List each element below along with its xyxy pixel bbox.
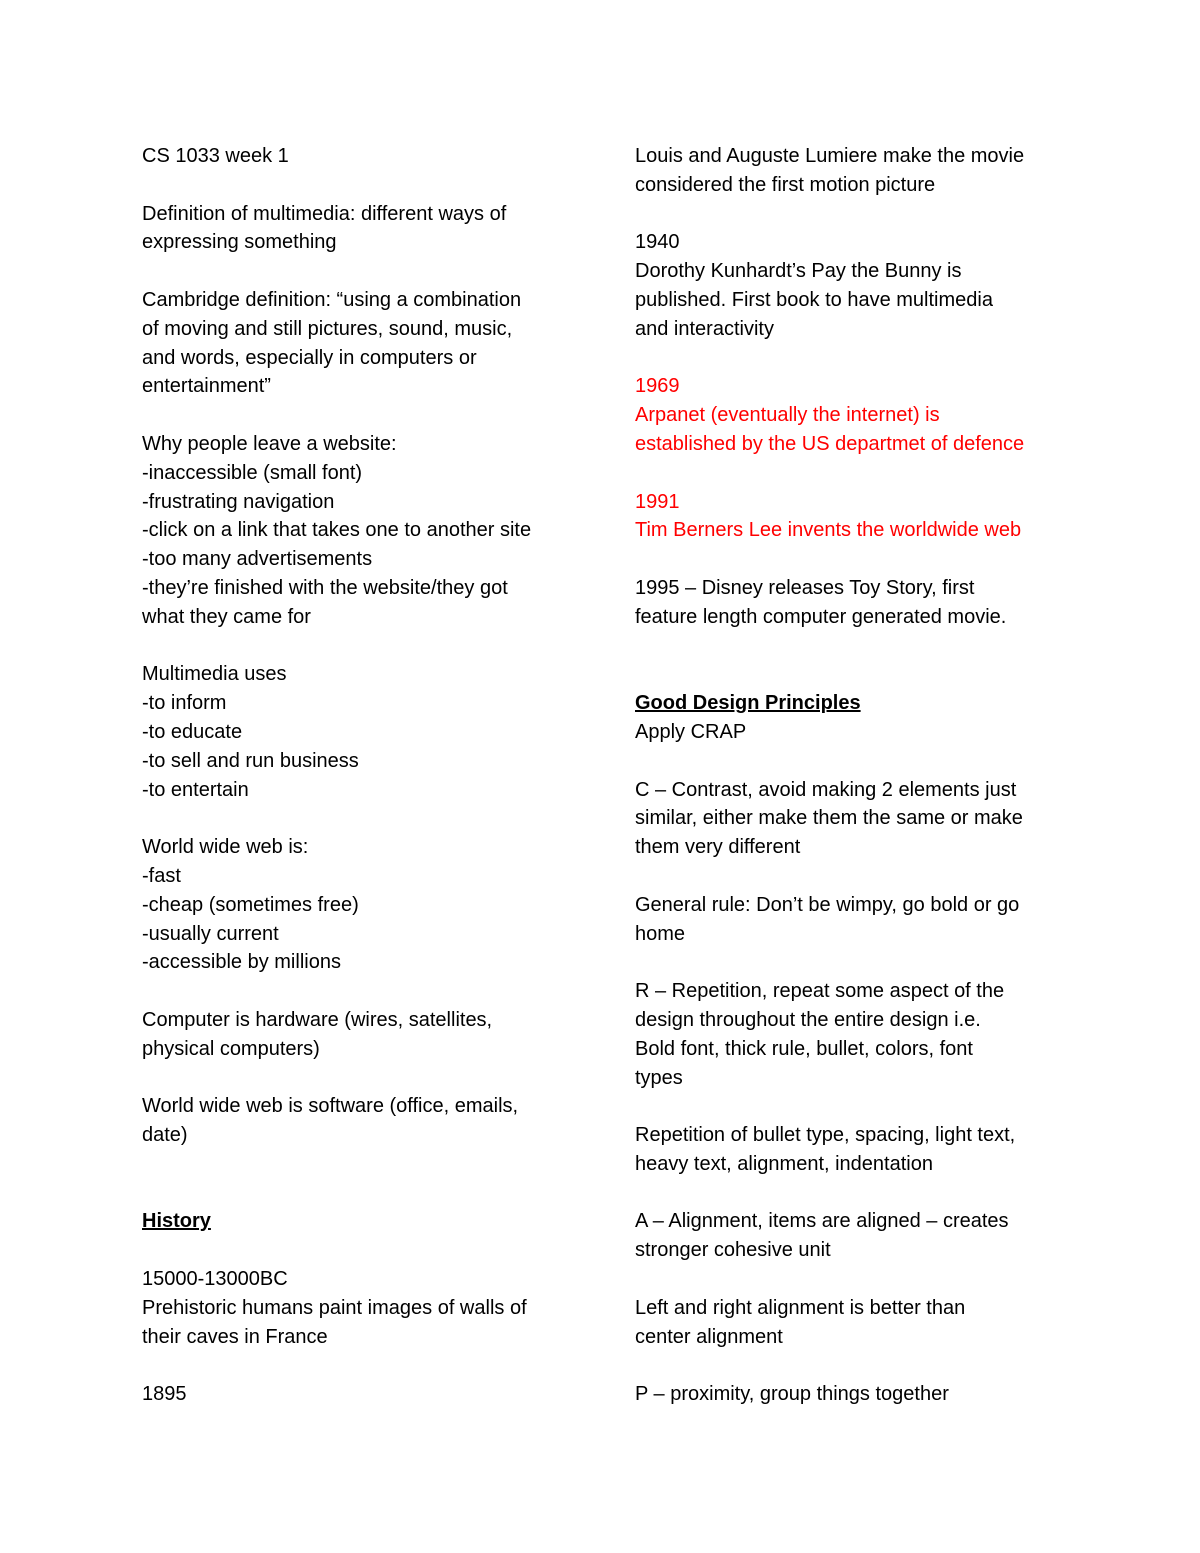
text-line: -cheap (sometimes free): [142, 893, 359, 916]
text-line: Bold font, thick rule, bullet, colors, font: [635, 1037, 973, 1060]
text-line: -too many advertisements: [142, 548, 373, 571]
text-line: them very different: [635, 836, 801, 859]
text-line: Arpanet (eventually the internet) is: [635, 404, 940, 427]
blank-line: [635, 948, 1075, 977]
blank-line: [635, 1179, 1075, 1208]
text-line: -to inform: [142, 692, 227, 715]
text-line: considered the first motion picture: [635, 173, 936, 196]
blank-line: [142, 1150, 582, 1179]
text-line: Apply CRAP: [635, 720, 747, 743]
text-line: Dorothy Kunhardt’s Pay the Bunny is: [635, 260, 962, 283]
text-line: entertainment”: [142, 375, 271, 398]
text-line: Left and right alignment is better than: [635, 1296, 966, 1319]
text-line: -accessible by millions: [142, 951, 341, 974]
blank-line: [142, 1179, 582, 1208]
text-line: Computer is hardware (wires, satellites,: [142, 1008, 493, 1031]
blank-line: [635, 1092, 1075, 1121]
blank-line: [142, 632, 582, 661]
blank-line: [142, 977, 582, 1006]
text-line: of moving and still pictures, sound, music,: [142, 317, 513, 340]
text-line: Louis and Auguste Lumiere make the movie: [635, 145, 1025, 167]
text-line: types: [635, 1066, 683, 1089]
text-line: 1969: [635, 375, 680, 398]
left-column: [142, 142, 582, 1409]
text-line: Cambridge definition: “using a combination: [142, 288, 522, 311]
text-line: -frustrating navigation: [142, 490, 335, 513]
blank-line: [635, 344, 1075, 373]
text-line: expressing something: [142, 231, 337, 254]
text-line: similar, either make them the same or make: [635, 807, 1023, 830]
text-line: 1991: [635, 490, 680, 513]
blank-line: [635, 459, 1075, 488]
text-line: and interactivity: [635, 317, 774, 340]
text-line: stronger cohesive unit: [635, 1239, 831, 1262]
text-line: center alignment: [635, 1325, 783, 1348]
text-line: physical computers): [142, 1037, 320, 1060]
text-line: World wide web is:: [142, 836, 309, 859]
text-line: -they’re finished with the website/they got: [142, 576, 508, 599]
blank-line: [142, 1351, 582, 1380]
text-line: Definition of multimedia: different ways of: [142, 202, 507, 225]
text-line: -click on a link that takes one to another site: [142, 519, 532, 542]
text-line: 1940: [635, 231, 680, 254]
blank-line: [635, 1351, 1075, 1380]
text-line: design throughout the entire design i.e.: [635, 1008, 981, 1031]
text-line: what they came for: [142, 605, 311, 628]
text-line: Tim Berners Lee invents the worldwide web: [635, 519, 1022, 542]
text-line: feature length computer generated movie.: [635, 605, 1007, 628]
text-line: established by the US departmet of defence: [635, 432, 1025, 455]
text-line: their caves in France: [142, 1325, 328, 1348]
blank-line: [635, 200, 1075, 229]
text-line: -to sell and run business: [142, 749, 359, 772]
blank-line: [142, 257, 582, 286]
text-line: Repetition of bullet type, spacing, light text,: [635, 1124, 1016, 1147]
text-line: 15000-13000BC: [142, 1268, 288, 1291]
text-line: -fast: [142, 864, 181, 887]
text-line: C – Contrast, avoid making 2 elements just: [635, 778, 1017, 801]
text-line: Prehistoric humans paint images of walls of: [142, 1296, 527, 1319]
text-line: 1895: [142, 1383, 187, 1406]
text-line: World wide web is software (office, emails,: [142, 1095, 519, 1118]
text-line: published. First book to have multimedia: [635, 288, 993, 311]
blank-line: [635, 747, 1075, 776]
blank-line: [635, 545, 1075, 574]
text-line: R – Repetition, repeat some aspect of the: [635, 980, 1005, 1003]
blank-line: [635, 1265, 1075, 1294]
text-line: A – Alignment, items are aligned – creates: [635, 1210, 1009, 1233]
text-line: P – proximity, group things together: [635, 1383, 949, 1406]
text-line: home: [635, 922, 686, 945]
text-line: and words, especially in computers or: [142, 346, 477, 369]
right-column: [635, 142, 1075, 1409]
text-line: CS 1033 week 1: [142, 145, 289, 167]
text-line: -to entertain: [142, 778, 249, 801]
blank-line: [142, 1236, 582, 1265]
text-line: General rule: Don’t be wimpy, go bold or go: [635, 893, 1020, 916]
blank-line: [635, 632, 1075, 661]
text-line: -inaccessible (small font): [142, 461, 363, 484]
blank-line: [635, 660, 1075, 689]
section-heading: Good Design Principles: [635, 692, 861, 715]
blank-line: [142, 804, 582, 833]
text-line: -to educate: [142, 720, 243, 743]
text-line: Multimedia uses: [142, 663, 287, 686]
text-line: -usually current: [142, 922, 279, 945]
text-line: date): [142, 1124, 188, 1147]
text-line: Why people leave a website:: [142, 432, 397, 455]
blank-line: [635, 862, 1075, 891]
blank-line: [142, 1064, 582, 1093]
blank-line: [142, 171, 582, 200]
text-line: 1995 – Disney releases Toy Story, first: [635, 576, 975, 599]
section-heading: History: [142, 1210, 211, 1233]
blank-line: [142, 401, 582, 430]
text-line: heavy text, alignment, indentation: [635, 1152, 933, 1175]
